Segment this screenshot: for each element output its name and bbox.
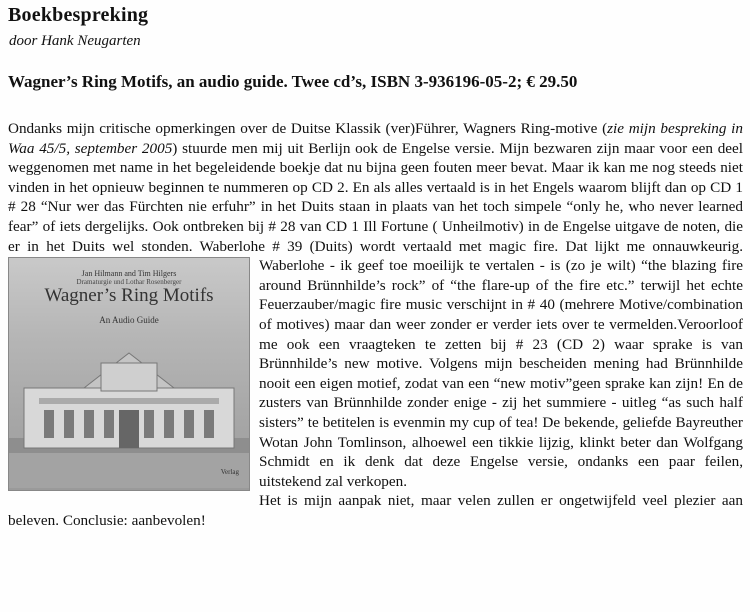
cover-guide: An Audio Guide — [99, 315, 159, 326]
paragraph-2: Het is mijn aanpak niet, maar velen zullen er ongetwijfeld veel plezier aan beleven. Conclusie: aanbevolen! — [8, 492, 743, 529]
review-body — [8, 119, 743, 530]
cover-title: Wagner’s Ring Motifs — [44, 285, 214, 307]
paragraph-1-text-a: Ondanks mijn critische opmerkingen over de Duitse Klassik (ver)Führer, Wagners Ring-motive ( — [8, 120, 608, 137]
festspielhaus-illustration — [9, 328, 249, 488]
cover-authors: Jan Hilmann and Tim Hilgers — [81, 269, 177, 279]
review-subtitle: Wagner’s Ring Motifs, an audio guide. Twee cd’s, ISBN 3-936196-05-2; € 29.50 — [8, 72, 578, 91]
cover-sub-authors: Dramaturgie und Lothar Rosenberger — [76, 278, 182, 287]
byline: door Hank Neugarten — [9, 33, 141, 49]
page-title: Boekbespreking — [8, 4, 149, 26]
cd-cover-image — [8, 257, 250, 491]
paragraph-1-text-b: ) stuurde men mij uit Berlijn ook de Engelse versie. Mijn bezwaren zijn maar voor een deel weggenomen met name in het begeleidende boekje dat nu bijna geen fouten meer bevat. Maar ik kan me nog steeds niet vinden in het opnieuw beginnen te nummeren op CD 2. En als alles vertaald is in het Engels waarom blijft dan op CD 1 # 28 “Nur wer das Fürchten nie erfuhr” in het Duits staan in plaats van het toch simpele “only he, who never learned fear” of iets dergelijks. Ook ontbreken bij # 28 van CD 1 Ill Fortune ( Unheilmotiv) in de Engelse uitgave de noten, die er in het Duits wel stonden. Waberlohe # 39 (Duits) wordt vertaald met magic fire. — [8, 139, 743, 255]
paragraph-1-text-c: Dat lijkt me onnauwkeurig. Waberlohe - ik geef toe moeilijk te vertalen - is (zo je wilt) “the blazing fire around Brünnhilde’s rock” of “the flare-up of the fire etc.” terwijl het echte Feuerzauber/magic fire music verschijnt in # 40 (mehrere Motive/combination of motives) maar dan weer zonder er verder iets over te vermelden.Veroorloof me ook een vraagteken te zetten bij # 23 (CD 2) waar sprake is van Brünnhilde’s new motive. Volgens mijn bescheiden mening had Brünnhilde nooit een eigen motief, zodat van een “new motiv”geen sprake kan zijn! En de zusters van Brünnhilde zonder enige - zij het summiere - uitleg “as such half sisters” te betitelen is evenmin my cup of tea! De bekende, geliefde Bayreuther Wotan John Tomlinson, alhoewel een tikkie lijzig, klinkt beter dan Wolfgang Schmidt en ik denk dat deze Engelse versie, ondanks een paar feilen, uitstekend zal verkopen. — [259, 237, 743, 490]
cover-publisher: Verlag — [220, 467, 239, 476]
paragraph-1-italic: zie mijn bespreking in Waa 45/5, september 2005 — [8, 120, 743, 157]
paragraph-1 — [8, 119, 743, 491]
